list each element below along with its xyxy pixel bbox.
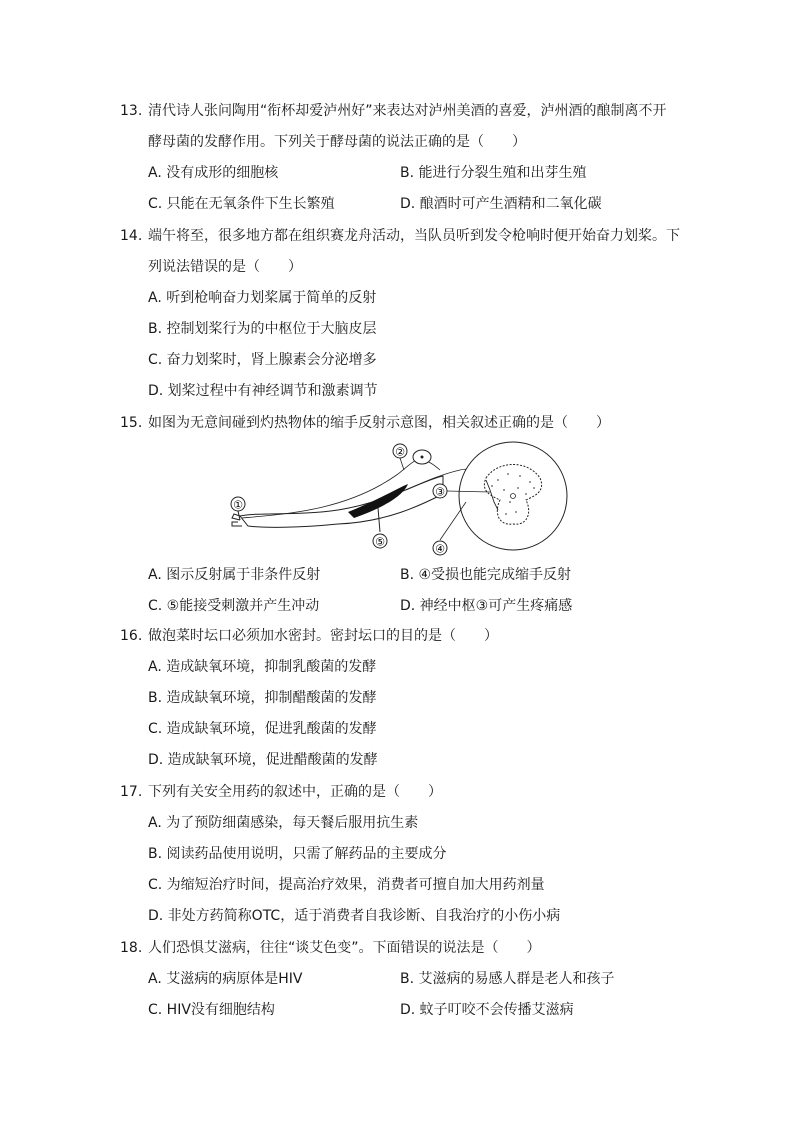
options <box>148 158 680 220</box>
question-number: 17. <box>120 784 143 800</box>
options <box>148 283 680 407</box>
option-c[interactable]: C. 为缩短治疗时间，提高治疗效果，消费者可擅自加大用药剂量 <box>148 877 545 893</box>
reflex-arc-diagram <box>228 440 568 558</box>
option-b[interactable]: B. 造成缺氧环境，抑制醋酸菌的发酵 <box>148 690 377 706</box>
option-d[interactable]: D. 神经中枢③可产生疼痛感 <box>400 598 573 614</box>
question-stem <box>120 621 680 652</box>
option-c[interactable]: C. 奋力划桨时，肾上腺素会分泌增多 <box>148 352 377 368</box>
question-stem <box>120 408 680 439</box>
question-text: 做泡菜时坛口必须加水密封。密封坛口的目的是（ ） <box>148 628 498 644</box>
option-c[interactable]: C. 造成缺氧环境，促进乳酸菌的发酵 <box>148 721 377 737</box>
question-13 <box>120 96 680 220</box>
question-15 <box>120 408 680 439</box>
pointer-line-2 <box>400 458 404 470</box>
option-a[interactable]: A. 听到枪响奋力划桨属于简单的反射 <box>148 290 377 306</box>
question-17 <box>120 777 680 932</box>
option-c[interactable]: C. ⑤能接受刺激并产生冲动 <box>148 598 320 614</box>
option-a[interactable]: A. 造成缺氧环境，抑制乳酸菌的发酵 <box>148 659 377 675</box>
options <box>148 808 680 932</box>
option-d[interactable]: D. 划桨过程中有神经调节和激素调节 <box>148 383 378 399</box>
question-text: 端午将至，很多地方都在组织赛龙舟活动，当队员听到发令枪响时便开始奋力划桨。下列说法错误的是（ ） <box>148 228 680 275</box>
label-2: ② <box>395 445 405 459</box>
question-text: 人们恐惧艾滋病，往往“谈艾色变”。下面错误的说法是（ ） <box>148 940 541 956</box>
question-stem <box>120 221 680 283</box>
label-4: ④ <box>435 542 445 556</box>
pointer-line-4 <box>440 502 466 540</box>
question-stem <box>120 933 680 964</box>
option-d[interactable]: D. 非处方药简称OTC，适于消费者自我诊断、自我治疗的小伤小病 <box>148 908 561 924</box>
option-c[interactable]: C. HIV没有细胞结构 <box>148 1002 275 1018</box>
option-b[interactable]: B. 阅读药品使用说明，只需了解药品的主要成分 <box>148 846 447 862</box>
pointer-line-5 <box>378 508 380 532</box>
question-number: 16. <box>120 628 143 644</box>
option-b[interactable]: B. 艾滋病的易感人群是老人和孩子 <box>400 971 615 987</box>
question-text: 清代诗人张问陶用“衔杯却爱泸州好”来表达对泸州美酒的喜爱，泸州酒的酿制离不开酵母菌的发酵作用。下列关于酵母菌的说法正确的是（ ） <box>148 103 667 150</box>
question-number: 13. <box>120 103 143 119</box>
option-d[interactable]: D. 造成缺氧环境，促进醋酸菌的发酵 <box>148 752 378 768</box>
options <box>148 964 680 1026</box>
question-16 <box>120 621 680 776</box>
label-1: ① <box>233 498 243 512</box>
question-14 <box>120 221 680 407</box>
option-b[interactable]: B. ④受损也能完成缩手反射 <box>400 567 572 583</box>
option-d[interactable]: D. 酿酒时可产生酒精和二氧化碳 <box>400 196 602 212</box>
question-stem <box>120 777 680 808</box>
question-number: 14. <box>120 228 143 244</box>
option-c[interactable]: C. 只能在无氧条件下生长繁殖 <box>148 196 335 212</box>
question-stem <box>120 96 680 158</box>
question-18 <box>120 933 680 1026</box>
option-d[interactable]: D. 蚊子叮咬不会传播艾滋病 <box>400 1002 574 1018</box>
option-a[interactable]: A. 没有成形的细胞核 <box>148 165 279 181</box>
option-a[interactable]: A. 图示反射属于非条件反射 <box>148 567 321 583</box>
option-a[interactable]: A. 艾滋病的病原体是HIV <box>148 971 303 987</box>
question-text: 如图为无意间碰到灼热物体的缩手反射示意图，相关叙述正确的是（ ） <box>148 415 610 431</box>
question-number: 18. <box>120 940 143 956</box>
question-text: 下列有关安全用药的叙述中，正确的是（ ） <box>148 784 442 800</box>
question-number: 15. <box>120 415 143 431</box>
option-b[interactable]: B. 控制划桨行为的中枢位于大脑皮层 <box>148 321 377 337</box>
option-a[interactable]: A. 为了预防细菌感染，每天餐后服用抗生素 <box>148 815 419 831</box>
option-b[interactable]: B. 能进行分裂生殖和出芽生殖 <box>400 165 587 181</box>
label-5: ⑤ <box>375 535 385 549</box>
ganglion-dot <box>421 456 424 459</box>
label-3: ③ <box>435 485 445 499</box>
options <box>148 560 680 622</box>
options <box>148 652 680 776</box>
question-15-options <box>120 560 680 622</box>
